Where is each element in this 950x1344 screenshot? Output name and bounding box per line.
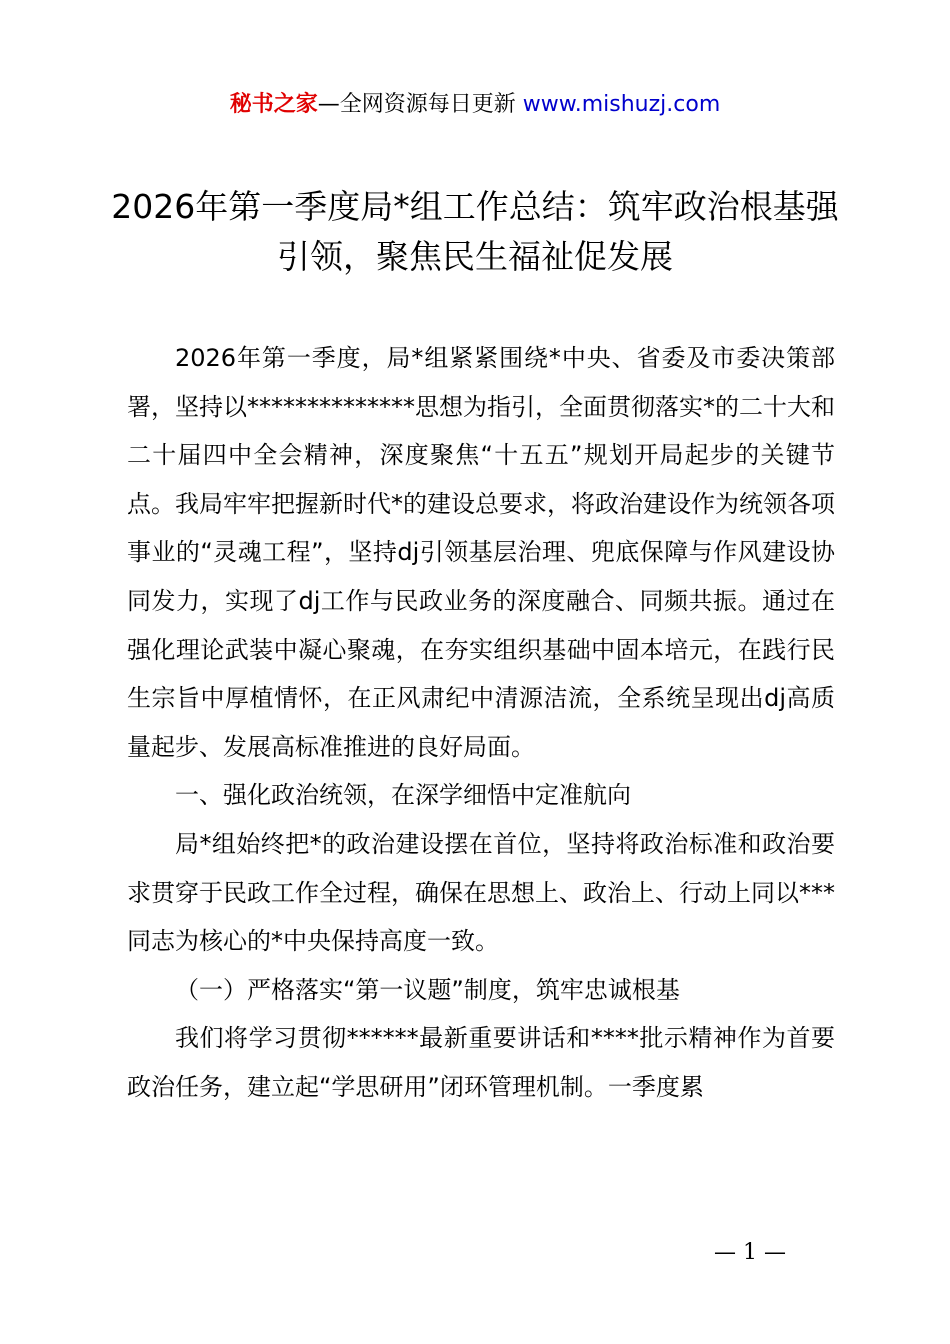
intro-paragraph: 2026年第一季度，局*组紧紧围绕*中央、省委及市委决策部署，坚持以**************思想为指引，全面贯彻落实*的二十大和二十届四中全会精神，深度聚焦“十五五”规划开局起步的关键节点。我局牢牢把握新时代*的建设总要求，将政治建设作为统领各项事业的“灵魂工程”，坚持dj引领基层治理、兜底保障与作风建设协同发力，实现了dj工作与民政业务的深度融合、同频共振。通过在强化理论武装中凝心聚魂，在夯实组织基础中固本培元，在践行民生宗旨中厚植情怀，在正风肃纪中清源洁流，全系统呈现出dj高质量起步、发展高标准推进的良好局面。: [127, 344, 835, 761]
site-tagline: —全网资源每日更新: [317, 92, 523, 117]
site-brand: 秘书之家: [229, 92, 318, 117]
page-number: — 1 —: [714, 1240, 786, 1265]
section-heading-1: 一、强化政治统领，在深学细悟中定准航向: [175, 781, 631, 810]
document-title: 2026年第一季度局*组工作总结：筑牢政治根基强引领，聚焦民生福祉促发展: [111, 187, 839, 276]
document-body: [127, 334, 835, 1112]
body-paragraph: 我们将学习贯彻******最新重要讲话和****批示精神作为首要政治任务，建立起“学思研用”闭环管理机制。一季度累: [127, 1024, 835, 1101]
site-url[interactable]: www.mishuzj.com: [522, 92, 721, 117]
subsection-heading-1: （一）严格落实“第一议题”制度，筑牢忠诚根基: [175, 975, 680, 1004]
site-header: [0, 88, 950, 122]
body-paragraph: 局*组始终把*的政治建设摆在首位，坚持将政治标准和政治要求贯穿于民政工作全过程，确保在思想上、政治上、行动上同以***同志为核心的*中央保持高度一致。: [127, 829, 835, 956]
